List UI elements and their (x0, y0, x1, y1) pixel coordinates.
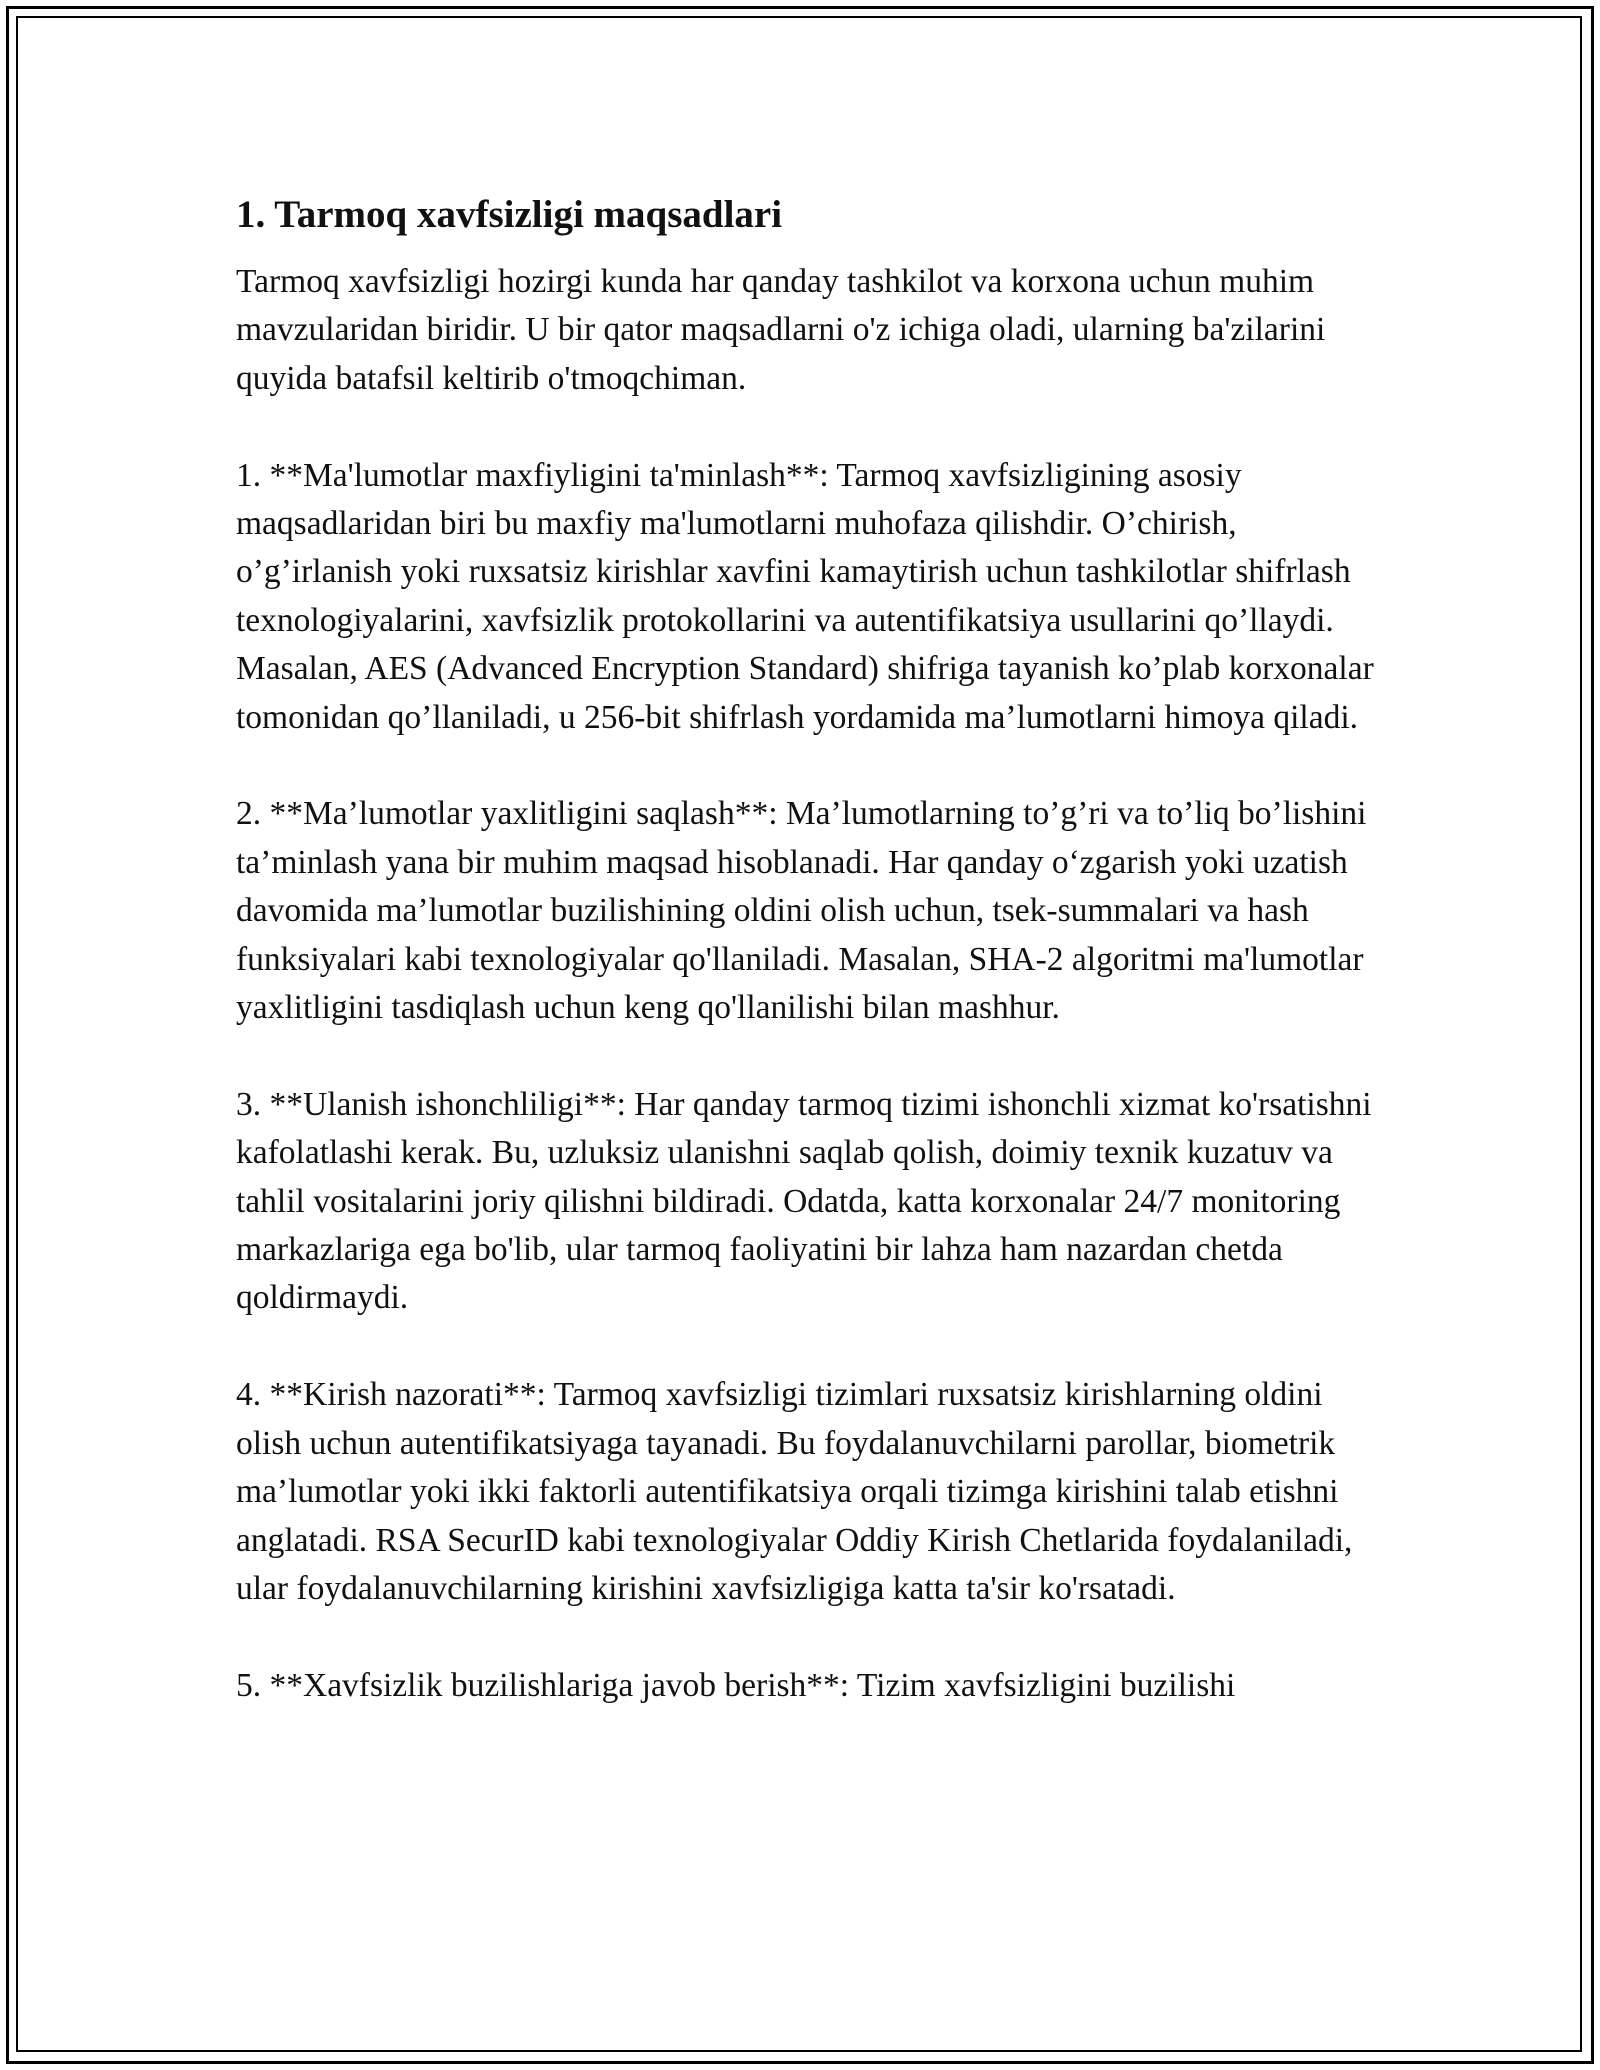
list-item-incident-response: 5. **Xavfsizlik buzilishlariga javob berish**: Tizim xavfsizligini buzilishi (236, 1666, 1236, 1704)
intro-paragraph: Tarmoq xavfsizligi hozirgi kunda har qanday tashkilot va korxona uchun muhim mavzularidan biridir. U bir qator maqsadlarni o'z ichiga oladi, ularning ba'zilarini quyida batafsil keltirib o'tmoqchiman. (236, 263, 1326, 397)
list-item-access-control: 4. **Kirish nazorati**: Tarmoq xavfsizligi tizimlari ruxsatsiz kirishlarning oldini olish uchun autentifikatsiyaga tayanadi. Bu foydalanuvchilarni parollar, biometrik ma’lumotlar yoki ikki faktorli autentifikatsiya orqali tizimga kirishini talab etishni anglatadi. RSA SecurID kabi texnologiyalar Oddiy Kirish Chetlarida foydalaniladi, ular foydalanuvchilarning kirishini xavfsizligiga katta ta'sir ko'rsatadi. (236, 1376, 1353, 1607)
section-heading: 1. Tarmoq xavfsizligi maqsadlari (236, 193, 783, 236)
list-item-confidentiality: 1. **Ma'lumotlar maxfiyligini ta'minlash**: Tarmoq xavfsizligining asosiy maqsadlaridan biri bu maxfiy ma'lumotlarni muhofaza qilishdir. O’chirish, o’g’irlanish yoki ruxsatsiz kirishlar xavfini kamaytirish uchun tashkilotlar shifrlash texnologiyalarini, xavfsizlik protokollarini va autentifikatsiya usullarini qo’llaydi. Masalan, AES (Advanced Encryption Standard) shifriga tayanish ko’plab korxonalar tomonidan qo’llaniladi, u 256-bit shifrlash yordamida ma’lumotlarni himoya qiladi. (236, 456, 1374, 736)
document-body (236, 186, 1396, 1759)
list-item-reliability: 3. **Ulanish ishonchliligi**: Har qanday tarmoq tizimi ishonchli xizmat ko'rsatishni kafolatlashi kerak. Bu, uzluksiz ulanishni saqlab qolish, doimiy texnik kuzatuv va tahlil vositalarini joriy qilishni bildiradi. Odatda, katta korxonalar 24/7 monitoring markazlariga ega bo'lib, ular tarmoq faoliyatini bir lahza ham nazardan chetda qoldirmaydi. (236, 1085, 1372, 1317)
list-item-integrity: 2. **Ma’lumotlar yaxlitligini saqlash**: Ma’lumotlarning to’g’ri va to’liq bo’lishini ta’minlash yana bir muhim maqsad hisoblanadi. Har qanday o‘zgarish yoki uzatish davomida ma’lumotlar buzilishining oldini olish uchun, tsek-summalari va hash funksiyalari kabi texnologiyalar qo'llaniladi. Masalan, SHA-2 algoritmi ma'lumotlar yaxlitligini tasdiqlash uchun keng qo'llanilishi bilan mashhur. (236, 795, 1367, 1027)
